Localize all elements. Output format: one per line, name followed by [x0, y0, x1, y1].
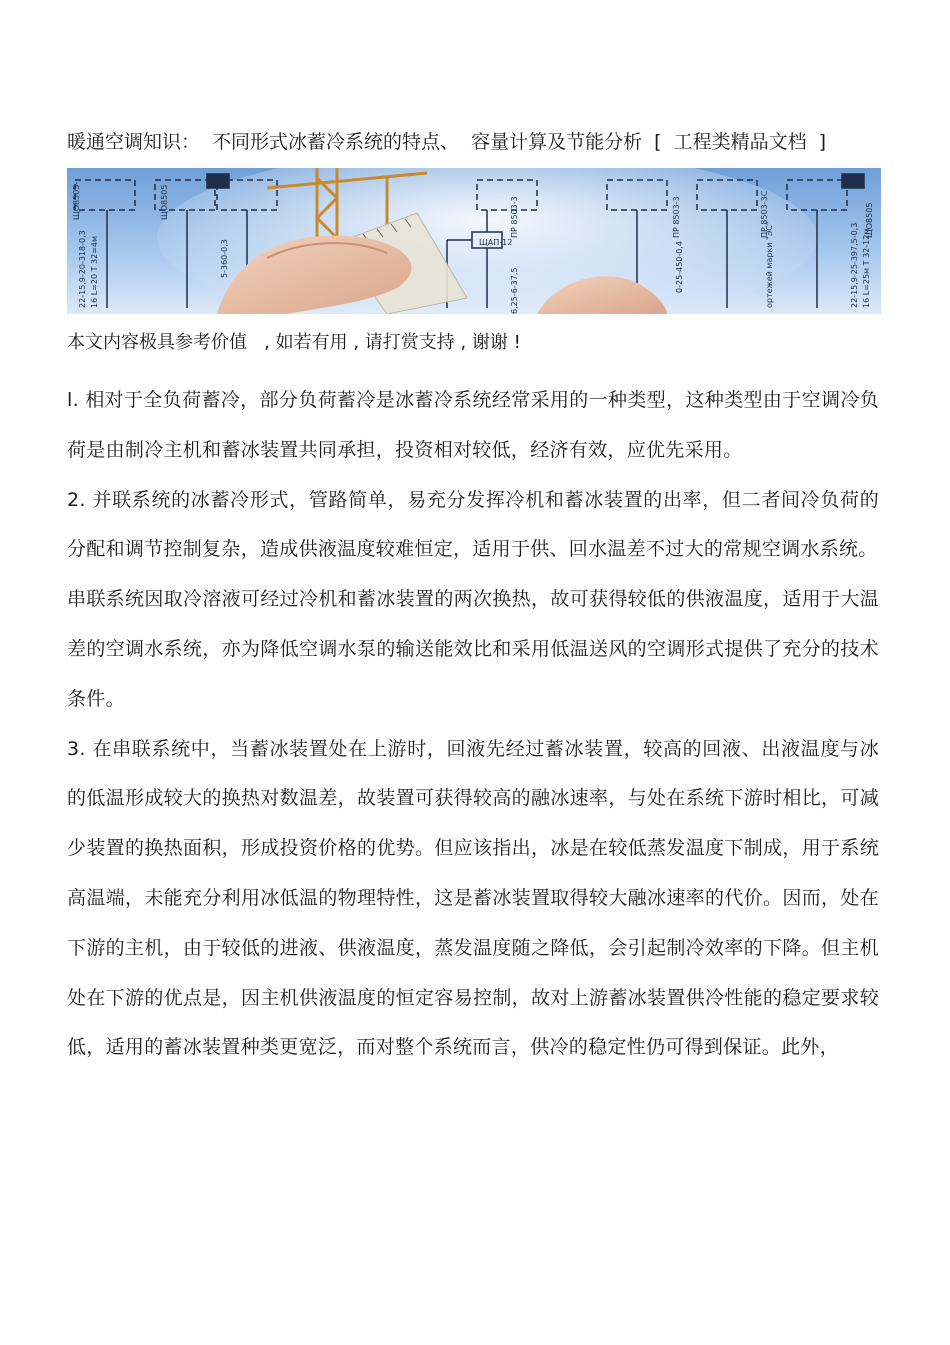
- banner-label: ЩО8505: [160, 184, 169, 220]
- paragraph-4: 3. 在串联系统中，当蓄冰装置处在上游时，回液先经过蓄冰装置，较高的回液、出液温度与冰的低温形成较大的换热对数温差，故装置可获得较高的融冰速率，与处在系统下游时相比，可减少装置的换热面积，形成投资价格的优势。但应该指出，冰是在较低蒸发温度下制成，用于系统高温端，未能充分利用冰低温的物理特性，这是蓄冰装置取得较大融冰速率的代价。因而，处在下游的主机，由于较低的进液、供液温度，蒸发温度随之降低，会引起制冷效率的下降。但主机处在下游的优点是，因主机供液温度的恒定容易控制，故对上游蓄冰装置供冷性能的稳定要求较低，适用的蓄冰装置种类更宽泛，而对整个系统而言，供冷的稳定性仍可得到保证。此外，: [67, 737, 879, 1059]
- banner-illustration: [67, 168, 881, 314]
- banner-label: 6,25-6-37,5: [510, 267, 519, 314]
- banner-label: 16 L=20 T 32=4м: [90, 235, 99, 308]
- banner-label: ПР 8503-3С: [760, 190, 769, 238]
- support-note: 本文内容极具参考价值 , 如若有用 , 请打赏支持 , 谢谢 !: [67, 332, 521, 353]
- banner-label: 5-360-0,3: [220, 239, 229, 278]
- banner-label: ЩО8505: [865, 202, 874, 238]
- page-title: 暖通空调知识： 不同形式冰蓄冷系统的特点、 容量计算及节能分析 [ 工程类精品文档 ]: [67, 131, 827, 153]
- banner-label: 16 L=25м T 32-12м: [862, 228, 871, 308]
- banner-label: ПР 8503-3: [510, 196, 519, 238]
- paragraph-2: 2. 并联系统的冰蓄冷形式，管路简单，易充分发挥冷机和蓄冰装置的出率，但二者间冷负荷的分配和调节控制复杂，造成供液温度较难恒定，适用于供、回水温差不过大的常规空调水系统。: [67, 488, 879, 561]
- document-body: [67, 376, 879, 1073]
- banner-label: ЩО8505-: [72, 181, 81, 220]
- banner-label: ЩАП-12: [479, 238, 513, 247]
- banner-label: ПР 8503-3: [672, 196, 681, 238]
- banner-label: 0-25-450-0,4: [675, 241, 684, 293]
- banner-label: ортежей марки "ЭС": [765, 221, 774, 308]
- banner-label: 22-15,9-20-318-0,3: [78, 230, 87, 308]
- paragraph-1: l. 相对于全负荷蓄冷，部分负荷蓄冷是冰蓄冷系统经常采用的一种类型，这种类型由于空调冷负荷是由制冷主机和蓄冰装置共同承担，投资相对较低，经济有效，应优先采用。: [67, 389, 879, 461]
- paragraph-3: 串联系统因取冷溶液可经过冷机和蓄冰装置的两次换热，故可获得较低的供液温度，适用于大温差的空调水系统，亦为降低空调水泵的输送能效比和采用低温送风的空调形式提供了充分的技术条件。: [67, 588, 879, 710]
- banner-label: 22-15,9-25-397,5-0,3: [850, 222, 859, 308]
- banner-image: [67, 168, 881, 314]
